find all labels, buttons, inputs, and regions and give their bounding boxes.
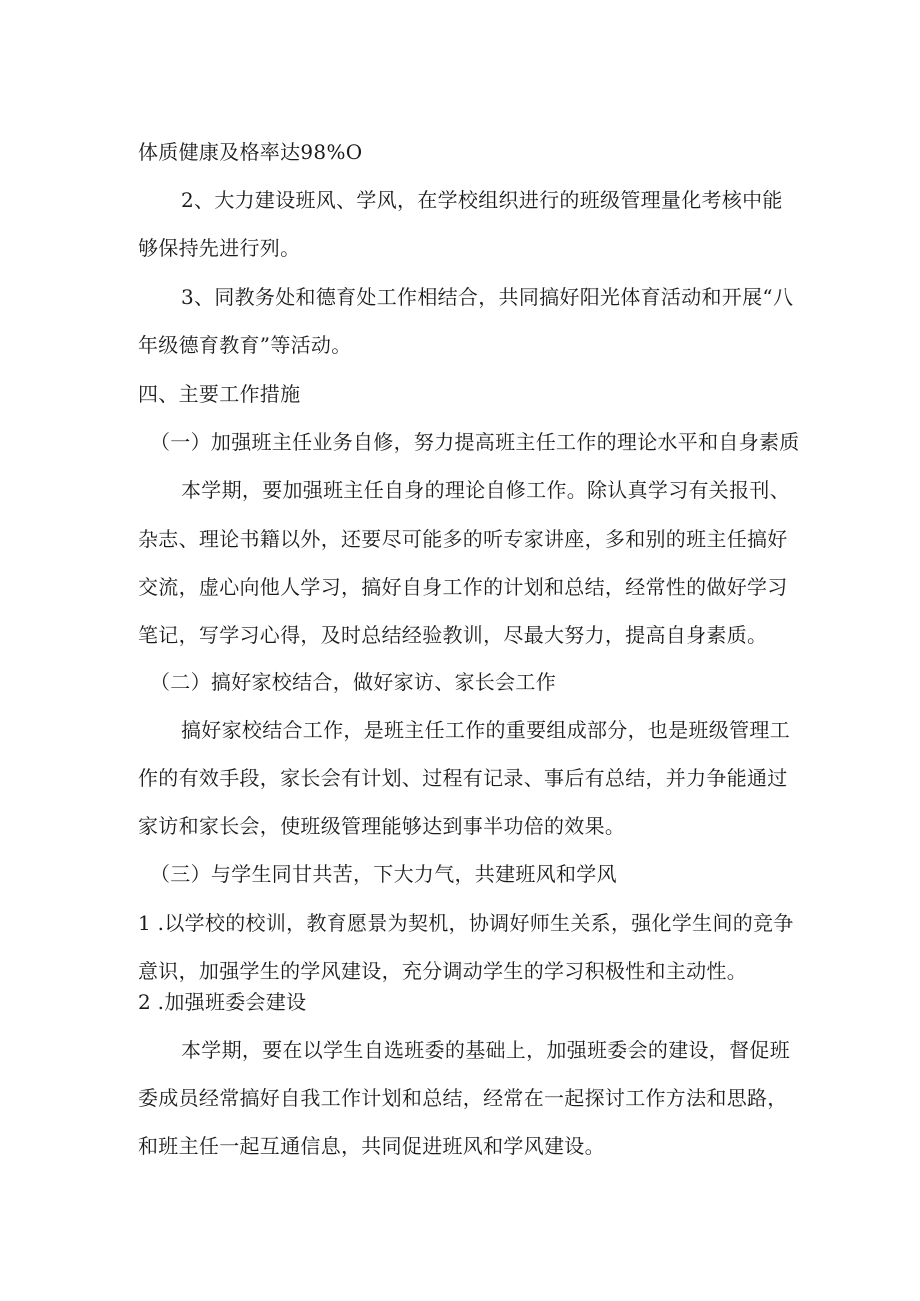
text-line: 杂志、理论书籍以外，还要尽可能多的听专家讲座，多和别的班主任搞好 (138, 527, 788, 551)
text-line: 委成员经常搞好自我工作计划和总结，经常在一起探讨工作方法和思路， (138, 1086, 788, 1110)
text-line: 笔记，写学习心得，及时总结经验教训，尽最大努力，提高自身素质。 (138, 623, 768, 647)
text-line: 作的有效手段，家长会有计划、过程有记录、事后有总结，并力争能通过 (138, 766, 788, 790)
text-line: 家访和家长会，使班级管理能够达到事半功倍的效果。 (138, 814, 626, 838)
text-line: 2、大力建设班风、学风，在学校组织进行的班级管理量化考核中能 (181, 188, 783, 212)
text-line: 年级德育教育”等活动。 (138, 333, 352, 357)
subsection-heading: （一）加强班主任业务自修，努力提高班主任工作的理论水平和自身素质 (150, 430, 800, 454)
text-line: 1 .以学校的校训，教育愿景为契机，协调好师生关系，强化学生间的竞争 (138, 911, 794, 935)
text-line: 搞好家校结合工作，是班主任工作的重要组成部分，也是班级管理工 (181, 718, 790, 742)
text-line: 够保持先进行列。 (138, 236, 301, 260)
text-line: 2 .加强班委会建设 (138, 990, 307, 1014)
section-heading: 四、主要工作措施 (138, 382, 301, 406)
text-line: 和班主任一起互通信息，共同促进班风和学风建设。 (138, 1134, 605, 1158)
text-line: 体质健康及格率达98%O (138, 140, 363, 164)
text-line: 本学期，要在以学生自选班委的基础上，加强班委会的建设，督促班 (181, 1038, 790, 1062)
text-line: 本学期，要加强班主任自身的理论自修工作。除认真学习有关报刊、 (181, 478, 790, 502)
subsection-heading: （二）搞好家校结合，做好家访、家长会工作 (150, 670, 556, 694)
text-line: 交流，虚心向他人学习，搞好自身工作的计划和总结，经常性的做好学习 (138, 575, 788, 599)
text-line: 3、同教务处和德育处工作相结合，共同搞好阳光体育活动和开展“八 (181, 285, 794, 309)
subsection-heading: （三）与学生同甘共苦，下大力气，共建班风和学风 (150, 862, 617, 886)
text-line: 意识，加强学生的学风建设，充分调动学生的学习积极性和主动性。 (138, 959, 747, 983)
